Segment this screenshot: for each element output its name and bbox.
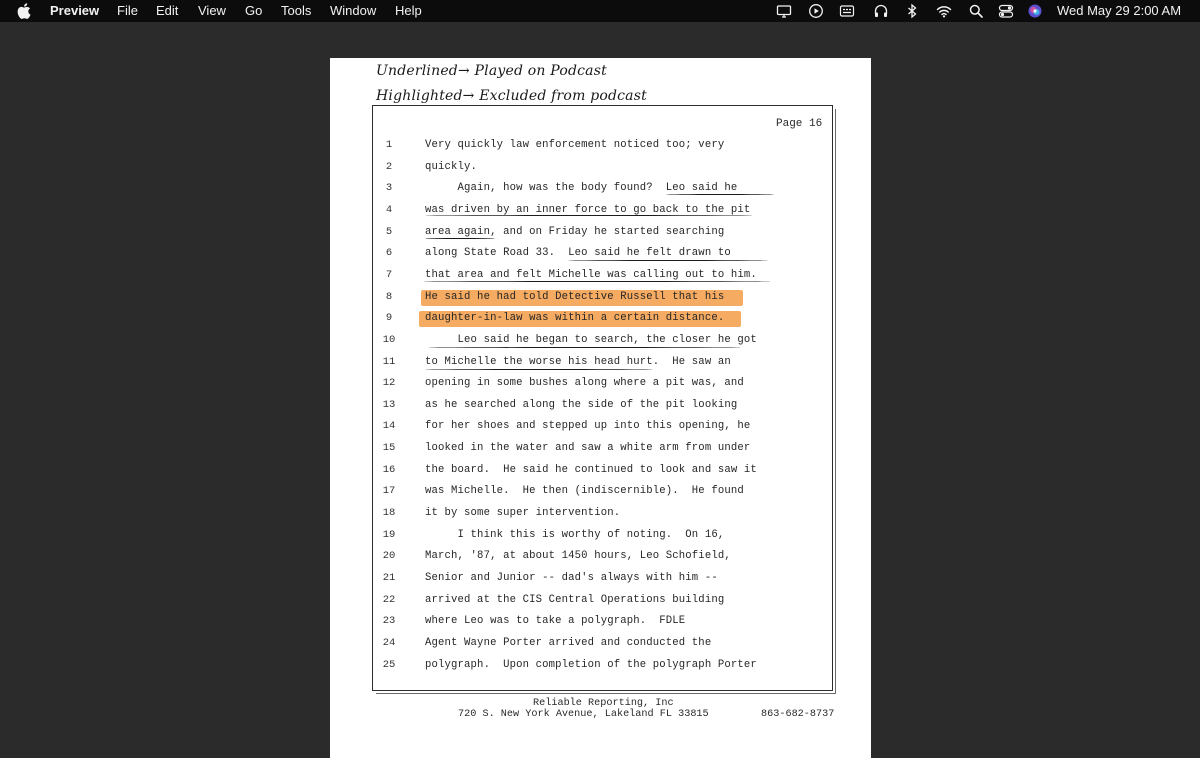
line-number: 17 xyxy=(382,485,396,498)
underline-line-11 xyxy=(425,369,653,370)
transcript-line-text: area again, and on Friday he started searching xyxy=(425,225,725,238)
play-circle-icon[interactable] xyxy=(808,3,824,19)
line-number: 12 xyxy=(382,377,396,390)
menu-go[interactable]: Go xyxy=(245,3,263,18)
transcript-line-text: March, '87, at about 1450 hours, Leo Schofield, xyxy=(425,550,731,563)
line-number: 2 xyxy=(385,160,393,173)
transcript-line-text: where Leo was to take a polygraph. FDLE xyxy=(425,615,686,628)
line-number: 24 xyxy=(382,637,396,649)
menu-view[interactable]: View xyxy=(198,3,226,18)
underline-line-5 xyxy=(425,238,495,239)
display-icon[interactable] xyxy=(776,3,792,19)
line-number: 15 xyxy=(382,442,396,455)
transcript-line-text: I think this is worthy of noting. On 16, xyxy=(425,528,725,541)
line-number: 25 xyxy=(382,658,396,671)
underline-line-10 xyxy=(428,347,741,348)
page-number: Page 16 xyxy=(776,118,823,130)
line-number: 10 xyxy=(382,333,396,346)
transcript-line-text: He said he had told Detective Russell that his xyxy=(425,290,725,303)
line-number: 1 xyxy=(385,139,393,151)
siri-icon[interactable] xyxy=(1027,3,1043,19)
document-page xyxy=(330,58,871,758)
menu-app-name[interactable]: Preview xyxy=(50,3,100,18)
line-number: 14 xyxy=(382,420,396,433)
line-number: 22 xyxy=(382,593,396,606)
transcript-line-text: Agent Wayne Porter arrived and conducted the xyxy=(425,637,712,649)
line-number: 9 xyxy=(385,312,393,325)
line-number: 5 xyxy=(385,225,393,238)
transcript-line-text: was driven by an inner force to go back to the pit xyxy=(425,203,751,216)
line-number: 19 xyxy=(382,528,396,541)
underline-line-4 xyxy=(425,215,753,216)
menubar-clock[interactable]: Wed May 29 2:00 AM xyxy=(1057,3,1182,18)
headphones-icon[interactable] xyxy=(873,3,889,19)
menu-window[interactable]: Window xyxy=(330,3,377,18)
line-number: 4 xyxy=(385,203,393,216)
line-number: 3 xyxy=(385,182,393,195)
menu-file[interactable]: File xyxy=(117,3,138,18)
transcript-line-text: Leo said he began to search, the closer he got xyxy=(425,333,757,346)
transcript-line-text: for her shoes and stepped up into this opening, he xyxy=(425,420,751,433)
search-icon[interactable] xyxy=(968,3,984,19)
line-number: 23 xyxy=(382,615,396,628)
transcript-line-text: polygraph. Upon completion of the polygraph Porter xyxy=(425,658,757,671)
footer-company: Reliable Reporting, Inc xyxy=(533,698,674,709)
transcript-line-text: to Michelle the worse his head hurt. He saw an xyxy=(425,355,731,368)
menu-edit[interactable]: Edit xyxy=(156,3,179,18)
line-number: 16 xyxy=(382,463,396,476)
handwritten-note-highlighted: Highlighted→ Excluded from podcast xyxy=(376,88,647,104)
transcript-line-text: Again, how was the body found? Leo said he xyxy=(425,182,738,195)
underline-line-3 xyxy=(666,194,774,195)
line-number: 8 xyxy=(385,290,393,303)
transcript-line-text: Very quickly law enforcement noticed too; very xyxy=(425,139,725,151)
transcript-line-text: daughter-in-law was within a certain distance. xyxy=(425,312,725,325)
document-viewer[interactable] xyxy=(0,22,1200,750)
footer-address: 720 S. New York Avenue, Lakeland FL 33815 xyxy=(458,709,709,720)
apple-icon[interactable] xyxy=(17,3,31,19)
transcript-line-text: the board. He said he continued to look and saw it xyxy=(425,463,757,476)
line-number: 13 xyxy=(382,398,396,411)
underline-line-6 xyxy=(568,260,768,261)
menu-tools[interactable]: Tools xyxy=(281,3,312,18)
menu-bar xyxy=(0,0,1200,22)
transcript-line-text: Senior and Junior -- dad's always with him -- xyxy=(425,572,718,584)
transcript-line-text: looked in the water and saw a white arm from under xyxy=(425,442,751,455)
transcript-line-text: it by some super intervention. xyxy=(425,507,621,519)
bluetooth-icon[interactable] xyxy=(904,3,920,19)
transcript-line-text: opening in some bushes along where a pit was, and xyxy=(425,377,744,390)
handwritten-note-underlined: Underlined→ Played on Podcast xyxy=(376,63,607,79)
transcript-line-text: as he searched along the side of the pit looking xyxy=(425,398,738,411)
transcript-line-text: arrived at the CIS Central Operations building xyxy=(425,593,725,606)
transcript-line-text: quickly. xyxy=(425,160,478,173)
transcript-line-text: along State Road 33. Leo said he felt drawn to xyxy=(425,247,731,260)
transcript-line-text: that area and felt Michelle was calling out to him. xyxy=(425,268,757,281)
control-center-icon[interactable] xyxy=(998,3,1014,19)
wifi-icon[interactable] xyxy=(936,3,952,19)
line-number: 20 xyxy=(382,550,396,563)
line-number: 18 xyxy=(382,507,396,519)
underline-line-7 xyxy=(423,281,771,282)
line-number: 6 xyxy=(385,247,393,260)
footer-phone: 863-682-8737 xyxy=(761,709,835,720)
menu-help[interactable]: Help xyxy=(395,3,422,18)
line-number: 11 xyxy=(382,355,396,368)
transcript-line-text: was Michelle. He then (indiscernible). He found xyxy=(425,485,744,498)
line-number: 21 xyxy=(382,572,396,584)
line-number: 7 xyxy=(385,268,393,281)
keyboard-brightness-icon[interactable] xyxy=(839,3,855,19)
